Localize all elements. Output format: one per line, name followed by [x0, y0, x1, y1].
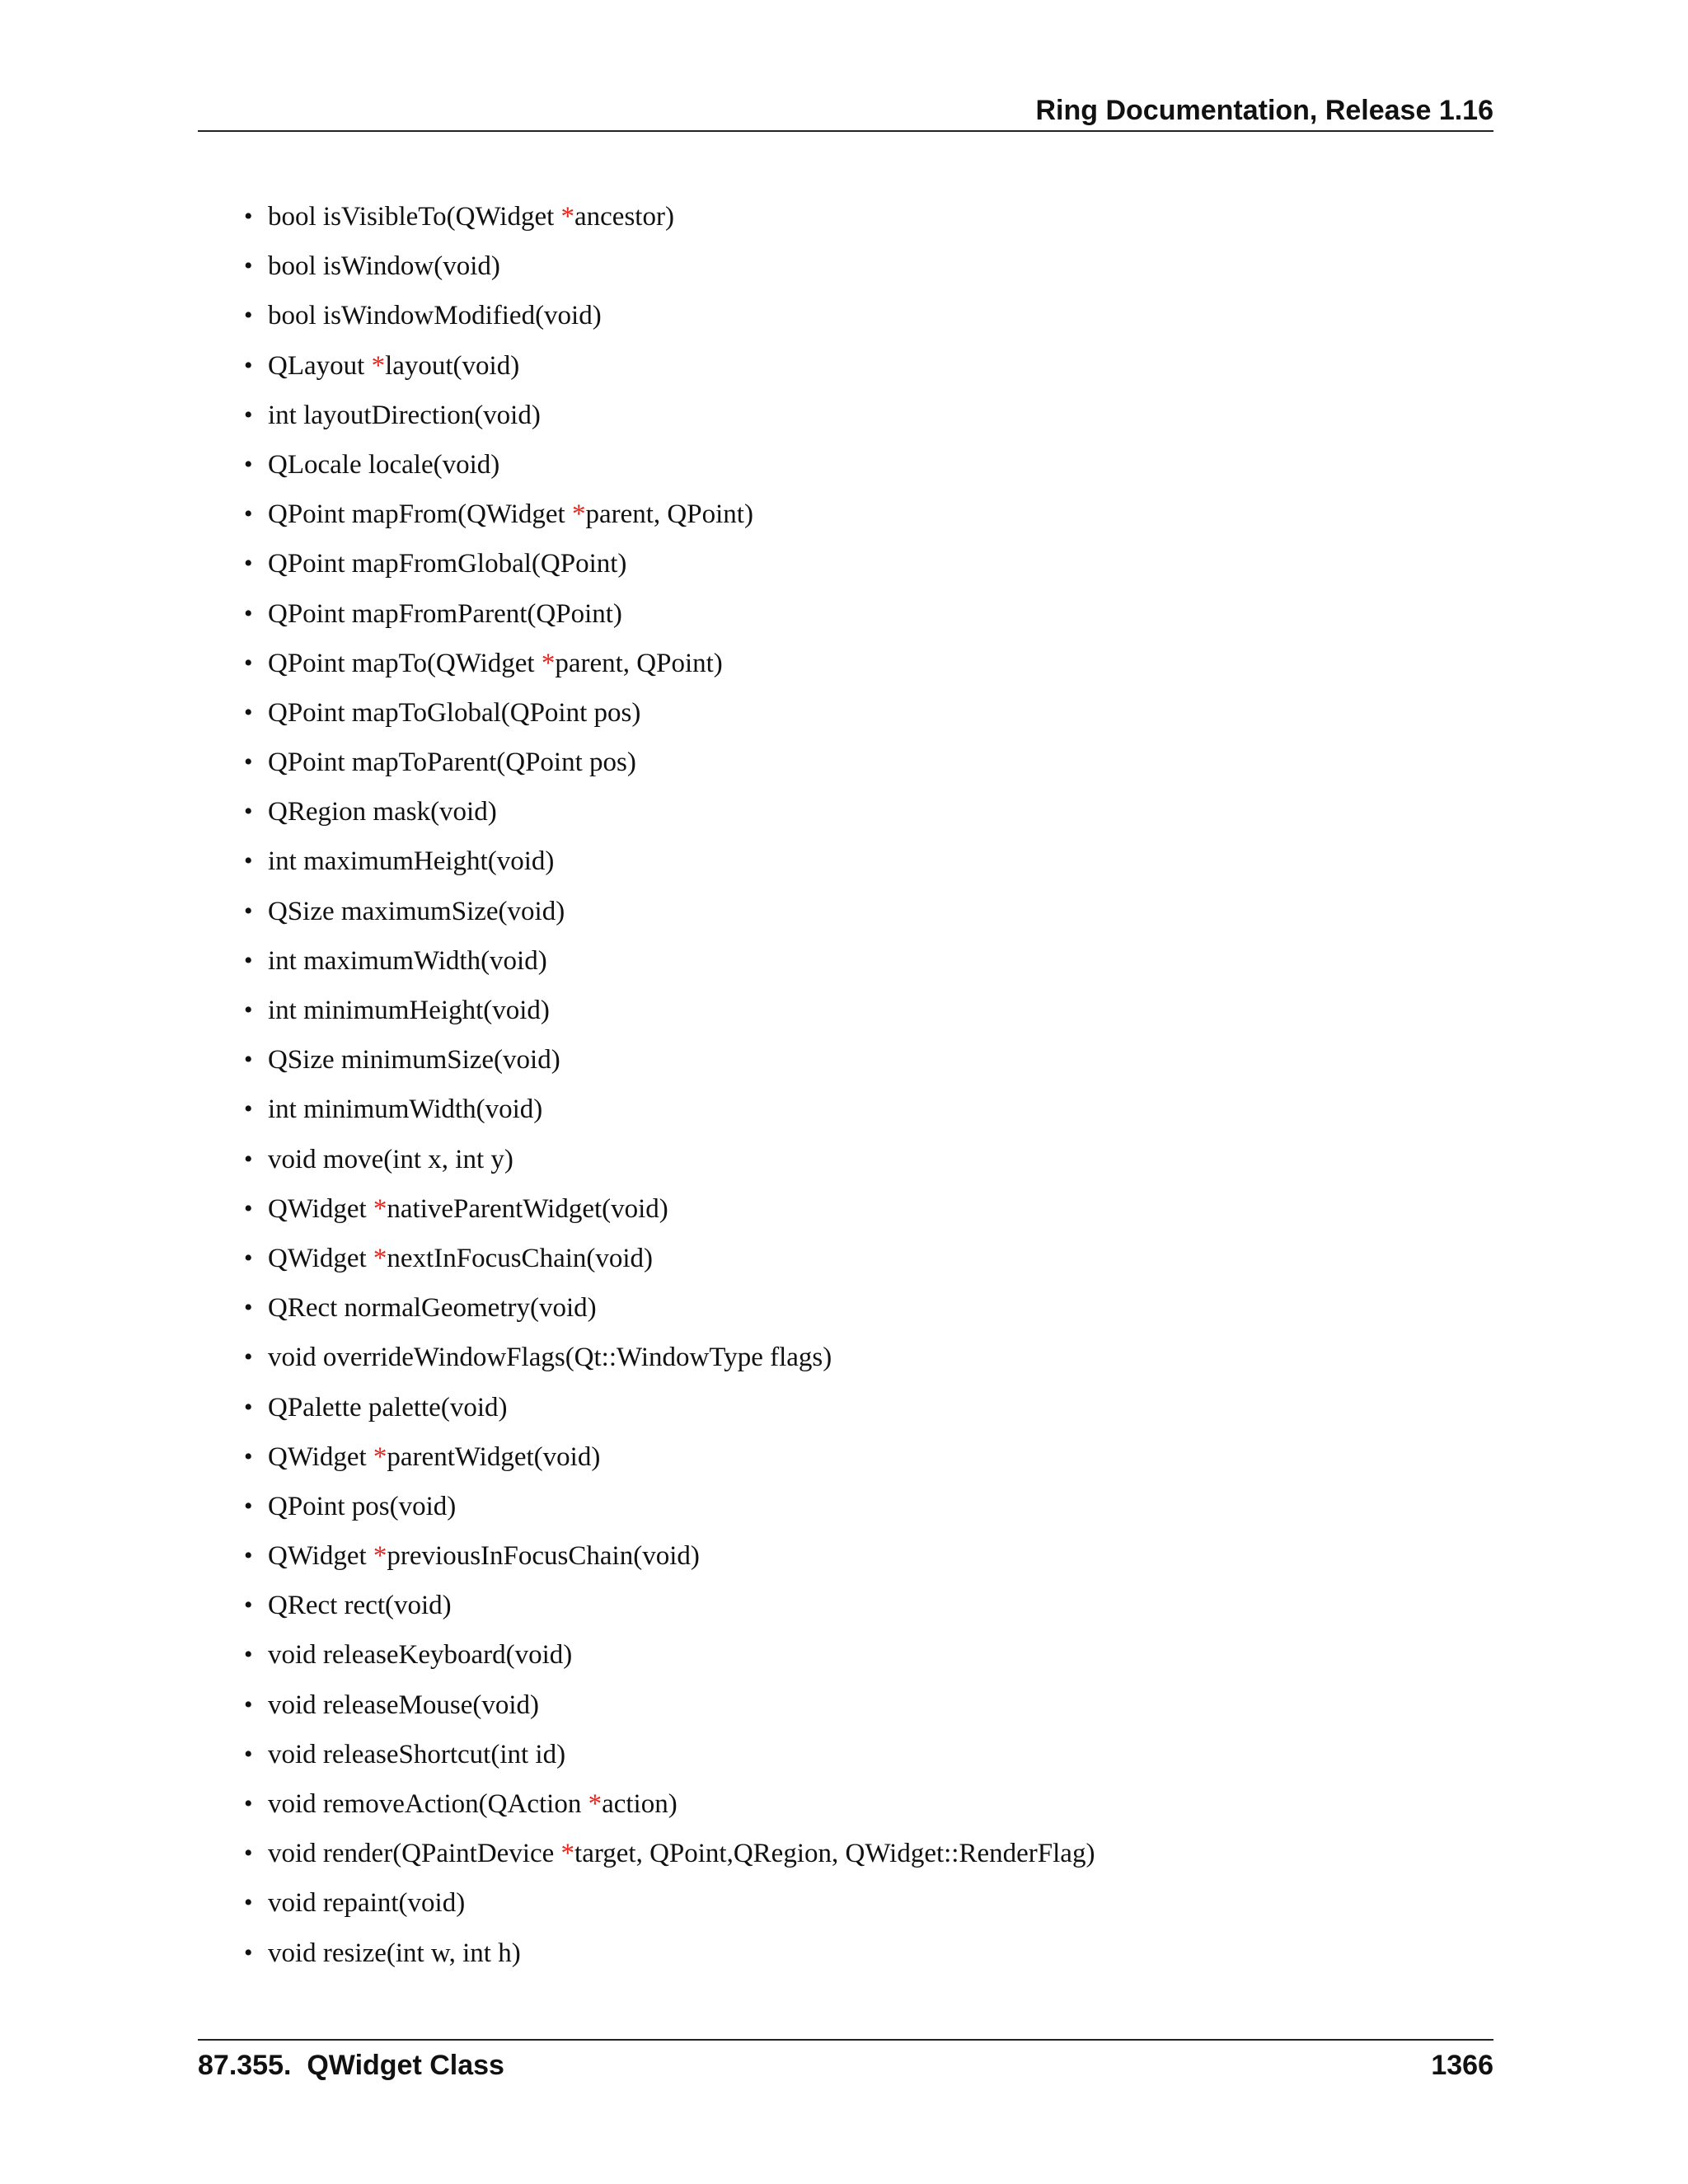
method-signature: QPoint mapFromParent(QPoint)	[268, 598, 622, 629]
method-signature: void releaseShortcut(int id)	[268, 1739, 566, 1769]
method-signature: void overrideWindowFlags(Qt::WindowType flags)	[268, 1343, 832, 1373]
bullet-icon: •	[244, 450, 253, 478]
method-signature: int layoutDirection(void)	[268, 400, 541, 430]
bullet-icon: •	[244, 1641, 253, 1669]
method-signature-rest: action)	[602, 1789, 678, 1819]
bullet-icon: •	[244, 748, 253, 776]
pointer-asterisk: *	[560, 202, 575, 232]
method-signature: QSize maximumSize(void)	[268, 896, 565, 926]
bullet-icon: •	[244, 401, 253, 429]
pointer-asterisk: *	[571, 499, 586, 530]
bullet-icon: •	[244, 1492, 253, 1520]
method-signature: QPoint mapToGlobal(QPoint pos)	[268, 697, 641, 728]
pointer-asterisk: *	[373, 1193, 387, 1224]
pointer-asterisk: *	[373, 1441, 387, 1472]
list-item	[198, 1383, 1493, 1432]
method-signature: QLocale locale(void)	[268, 449, 500, 480]
bullet-icon: •	[244, 1889, 253, 1917]
bullet-icon: •	[244, 1740, 253, 1768]
list-item	[198, 341, 1493, 391]
bullet-icon: •	[244, 946, 253, 974]
list-item	[198, 192, 1493, 241]
method-signature-rest: layout(void)	[385, 350, 520, 381]
list-item	[198, 986, 1493, 1035]
list-item	[198, 589, 1493, 639]
list-item	[198, 1432, 1493, 1482]
bullet-icon: •	[244, 1343, 253, 1371]
method-signature: QWidget	[268, 1193, 373, 1224]
list-item	[198, 391, 1493, 440]
method-signature-rest: parent, QPoint)	[555, 648, 723, 678]
bullet-icon: •	[244, 1591, 253, 1619]
bullet-icon: •	[244, 798, 253, 826]
method-signature: int maximumHeight(void)	[268, 846, 555, 877]
method-signature-rest: parentWidget(void)	[387, 1441, 601, 1472]
method-signature: QWidget	[268, 1441, 373, 1472]
method-signature: int maximumWidth(void)	[268, 945, 547, 976]
bullet-icon: •	[244, 1542, 253, 1570]
method-signature-rest: nativeParentWidget(void)	[387, 1193, 668, 1224]
list-item	[198, 1135, 1493, 1184]
bullet-icon: •	[244, 599, 253, 627]
bullet-icon: •	[244, 500, 253, 528]
method-signature: bool isWindowModified(void)	[268, 301, 602, 331]
list-item	[198, 1184, 1493, 1234]
bullet-icon: •	[244, 550, 253, 578]
bullet-icon: •	[244, 302, 253, 330]
list-item	[198, 539, 1493, 588]
list-item	[198, 738, 1493, 787]
list-item	[198, 490, 1493, 539]
method-signature-rest: previousInFocusChain(void)	[387, 1541, 700, 1572]
list-item	[198, 1581, 1493, 1630]
list-item	[198, 1531, 1493, 1581]
method-signature: void repaint(void)	[268, 1888, 466, 1919]
bullet-icon: •	[244, 1194, 253, 1222]
document-title: Ring Documentation, Release 1.16	[1035, 95, 1493, 126]
pointer-asterisk: *	[373, 1541, 387, 1572]
bullet-icon: •	[244, 1442, 253, 1470]
bullet-icon: •	[244, 1294, 253, 1322]
method-signature: QWidget	[268, 1243, 373, 1273]
method-signature: void removeAction(QAction	[268, 1789, 588, 1819]
pointer-asterisk: *	[560, 1839, 575, 1869]
method-signature: int minimumHeight(void)	[268, 996, 550, 1025]
bullet-icon: •	[244, 1145, 253, 1173]
method-signature: bool isWindow(void)	[268, 251, 500, 282]
list-item	[198, 440, 1493, 490]
method-signature: void move(int x, int y)	[268, 1144, 513, 1174]
method-signature: QRegion mask(void)	[268, 797, 497, 827]
list-item	[198, 1283, 1493, 1333]
list-item	[198, 1829, 1493, 1878]
method-signature: bool isVisibleTo(QWidget	[268, 202, 561, 232]
pointer-asterisk: *	[541, 648, 556, 678]
bullet-icon: •	[244, 847, 253, 875]
method-signature: void render(QPaintDevice	[268, 1839, 561, 1869]
method-signature: QWidget	[268, 1541, 373, 1572]
method-signature: QPoint mapToParent(QPoint pos)	[268, 748, 636, 778]
list-item	[198, 1680, 1493, 1730]
bullet-icon: •	[244, 203, 253, 230]
method-signature: void resize(int w, int h)	[268, 1938, 521, 1968]
pointer-asterisk: *	[588, 1789, 603, 1819]
method-signature: QPalette palette(void)	[268, 1392, 508, 1422]
pointer-asterisk: *	[373, 1243, 387, 1273]
list-item	[198, 1234, 1493, 1283]
list-item	[198, 1333, 1493, 1382]
method-signature: QSize minimumSize(void)	[268, 1045, 560, 1076]
method-signature-rest: parent, QPoint)	[585, 499, 753, 530]
method-signature-rest: target, QPoint,QRegion, QWidget::RenderFlag)	[574, 1839, 1095, 1869]
list-item	[198, 787, 1493, 837]
page-footer	[198, 2039, 1493, 2090]
method-list	[198, 192, 1493, 1978]
list-item	[198, 1730, 1493, 1779]
method-signature: QPoint mapTo(QWidget	[268, 648, 542, 678]
list-item	[198, 291, 1493, 340]
method-signature: QPoint mapFromGlobal(QPoint)	[268, 549, 627, 579]
list-item	[198, 1779, 1493, 1829]
bullet-icon: •	[244, 1690, 253, 1718]
bullet-icon: •	[244, 1046, 253, 1074]
bullet-icon: •	[244, 351, 253, 379]
list-item	[198, 241, 1493, 291]
bullet-icon: •	[244, 1095, 253, 1123]
list-item	[198, 837, 1493, 886]
section-title: 87.355. QWidget Class	[198, 2050, 504, 2081]
bullet-icon: •	[244, 252, 253, 280]
bullet-icon: •	[244, 996, 253, 1024]
page-header	[198, 89, 1493, 132]
method-signature: QLayout	[268, 350, 372, 381]
list-item	[198, 936, 1493, 986]
page-number: 1366	[1431, 2050, 1493, 2081]
list-item	[198, 1482, 1493, 1531]
method-signature: QPoint pos(void)	[268, 1491, 457, 1521]
bullet-icon: •	[244, 897, 253, 925]
bullet-icon: •	[244, 1790, 253, 1817]
method-signature: QRect rect(void)	[268, 1591, 452, 1621]
bullet-icon: •	[244, 1840, 253, 1868]
list-item	[198, 688, 1493, 738]
method-signature: QRect normalGeometry(void)	[268, 1293, 597, 1324]
pointer-asterisk: *	[371, 350, 386, 381]
bullet-icon: •	[244, 1938, 253, 1966]
list-item	[198, 1035, 1493, 1085]
method-signature: void releaseMouse(void)	[268, 1690, 539, 1720]
list-item	[198, 1085, 1493, 1134]
method-signature: int minimumWidth(void)	[268, 1094, 543, 1125]
list-item	[198, 1878, 1493, 1928]
method-signature: void releaseKeyboard(void)	[268, 1640, 573, 1671]
list-item	[198, 1929, 1493, 1978]
page-content	[198, 192, 1493, 1978]
method-signature-rest: ancestor)	[574, 202, 674, 232]
bullet-icon: •	[244, 649, 253, 677]
list-item	[198, 887, 1493, 936]
bullet-icon: •	[244, 1244, 253, 1272]
method-signature-rest: nextInFocusChain(void)	[387, 1243, 654, 1273]
bullet-icon: •	[244, 698, 253, 726]
list-item	[198, 1630, 1493, 1680]
method-signature: QPoint mapFrom(QWidget	[268, 499, 572, 530]
list-item	[198, 639, 1493, 688]
bullet-icon: •	[244, 1393, 253, 1421]
